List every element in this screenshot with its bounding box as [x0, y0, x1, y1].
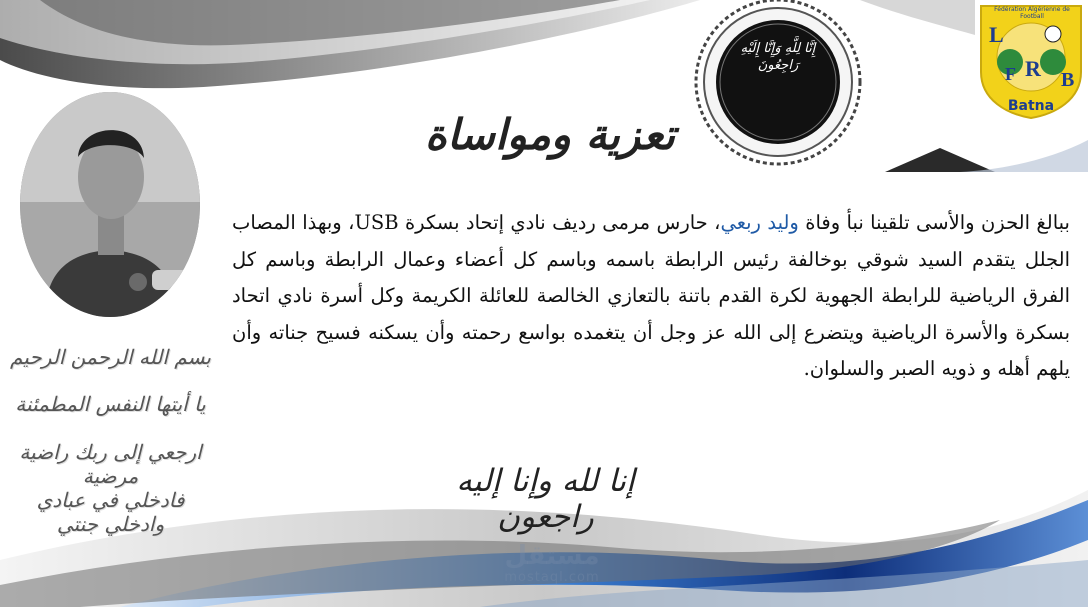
frame-verse: إِنَّا لِلَّهِ وَإِنَّا إِلَيْهِ رَاجِعُونَ [740, 41, 816, 73]
player-name: وليد ربعي [720, 211, 799, 234]
svg-text:B: B [1061, 69, 1075, 91]
verse-line: ارجعي إلى ربك راضية مرضية [19, 440, 202, 488]
condolence-message [232, 205, 1070, 388]
ornament-frame [688, 0, 868, 175]
svg-text:F: F [1005, 64, 1016, 84]
closing-verse: إنا لله وإنا إليه راجعون [456, 463, 635, 535]
verse-line: بسم الله الرحمن الرحيم [9, 345, 211, 369]
verse-line: يا أيتها النفس المطمئنة [15, 392, 206, 416]
player-photo [20, 92, 200, 317]
verse-line: فادخلي في عبادي وادخلي جنتي [36, 488, 185, 536]
svg-text:L: L [989, 22, 1004, 47]
watermark [482, 542, 622, 585]
page-title: تعزية ومواساة [424, 110, 676, 159]
message-rest: وبهذا المصاب الجلل يتقدم السيد شوقي بوخالفة رئيس الرابطة باسمه وباسم كل أعضاء وعمال الرابطة وباسم كل الفرق الرياضية للرابطة الجهوية لكرة القدم باتنة بالتعازي الخالصة للعائلة الكريمة وكل أسرة نادي اتحاد بسكرة والأسرة الرياضية ويتضرع إلى الله عز وجل أن يتغمده بواسع رحمته وأن يسكنه فسيح جناته وأن يلهم أهله و ذويه الصبر والسلوان. [232, 211, 1070, 380]
watermark-latin: mostaql.com [504, 570, 600, 585]
message-intro: ببالغ الحزن والأسى تلقينا نبأ وفاة [798, 211, 1070, 234]
message-team: ، حارس مرمى رديف نادي إتحاد بسكرة USB، [348, 211, 721, 234]
svg-text:R: R [1025, 56, 1041, 81]
logo-city: Batna [1007, 98, 1055, 114]
watermark-arabic: مستقل [504, 541, 600, 571]
logo-federation-text: Fédération Algérienne de Football [994, 6, 1070, 20]
